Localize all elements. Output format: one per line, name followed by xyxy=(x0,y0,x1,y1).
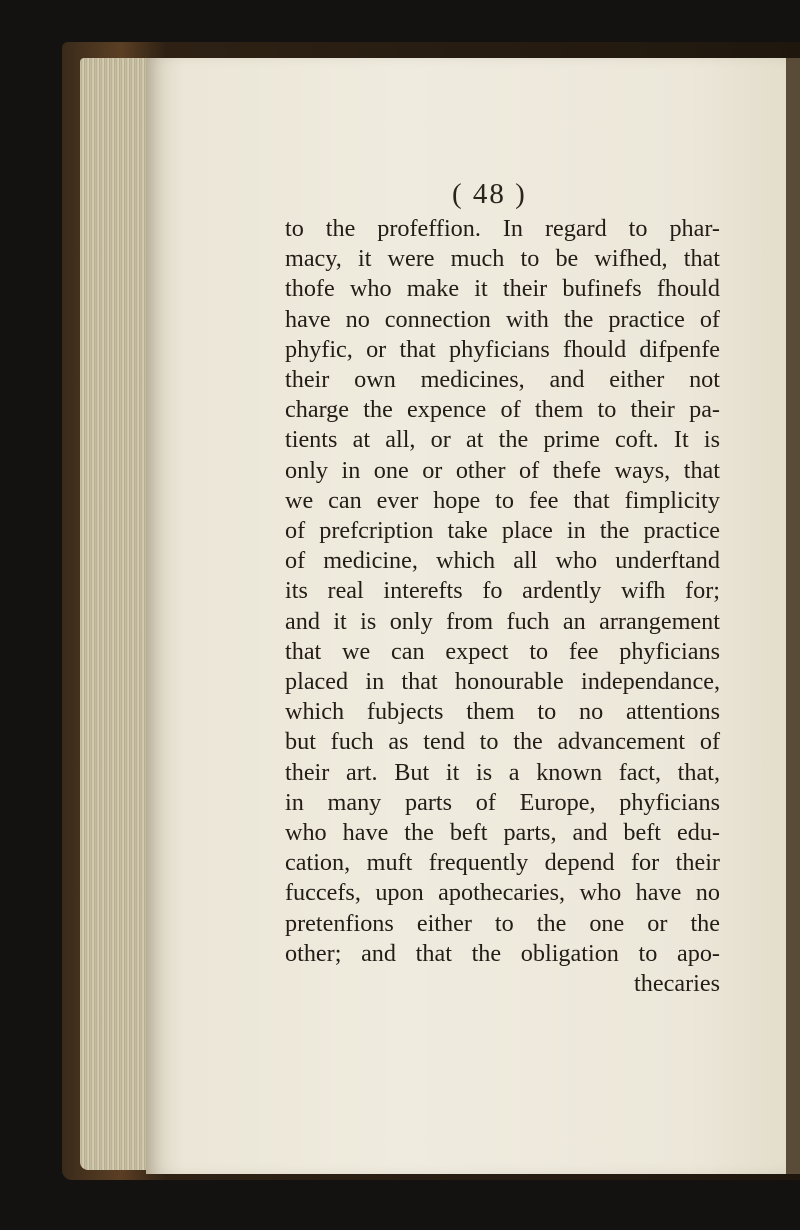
text-line: placed in that honourable independance, xyxy=(285,668,720,696)
page-number: ( 48 ) xyxy=(452,178,527,210)
text-line: cation, muft frequently depend for their xyxy=(285,849,720,877)
catchword: thecaries xyxy=(634,970,720,998)
text-line: charge the expence of them to their pa- xyxy=(285,396,720,424)
text-line: macy, it were much to be wifhed, that xyxy=(285,245,720,273)
page-right-edge xyxy=(786,58,800,1174)
text-line: their art. But it is a known fact, that, xyxy=(285,758,720,786)
text-line: in many parts of Europe, phyficians xyxy=(285,788,720,816)
text-line: of medicine, which all who underftand xyxy=(285,547,720,575)
text-line: thofe who make it their bufinefs fhould xyxy=(285,275,720,303)
text-line: only in one or other of thefe ways, that xyxy=(285,456,720,484)
text-line: which fubjects them to no attentions xyxy=(285,698,720,726)
text-line: fuccefs, upon apothecaries, who have no xyxy=(285,879,720,907)
text-line: phyfic, or that phyficians fhould difpenfe xyxy=(285,335,720,363)
text-line: of prefcription take place in the practice xyxy=(285,517,720,545)
page-edges xyxy=(80,58,152,1170)
text-line: have no connection with the practice of xyxy=(285,305,720,333)
text-line: its real interefts fo ardently wifh for; xyxy=(285,577,720,605)
body-text xyxy=(285,214,720,999)
text-line: and it is only from fuch an arrangement xyxy=(285,607,720,635)
text-line: tients at all, or at the prime coft. It is xyxy=(285,426,720,454)
text-line: pretenfions either to the one or the xyxy=(285,909,720,937)
text-line: but fuch as tend to the advancement of xyxy=(285,728,720,756)
text-line: who have the beft parts, and beft edu- xyxy=(285,819,720,847)
text-line: their own medicines, and either not xyxy=(285,366,720,394)
text-line: we can ever hope to fee that fimplicity xyxy=(285,486,720,514)
text-line: that we can expect to fee phyficians xyxy=(285,637,720,665)
text-line: to the profeffion. In regard to phar- xyxy=(285,215,720,242)
text-line: other; and that the obligation to apo- xyxy=(285,939,720,967)
